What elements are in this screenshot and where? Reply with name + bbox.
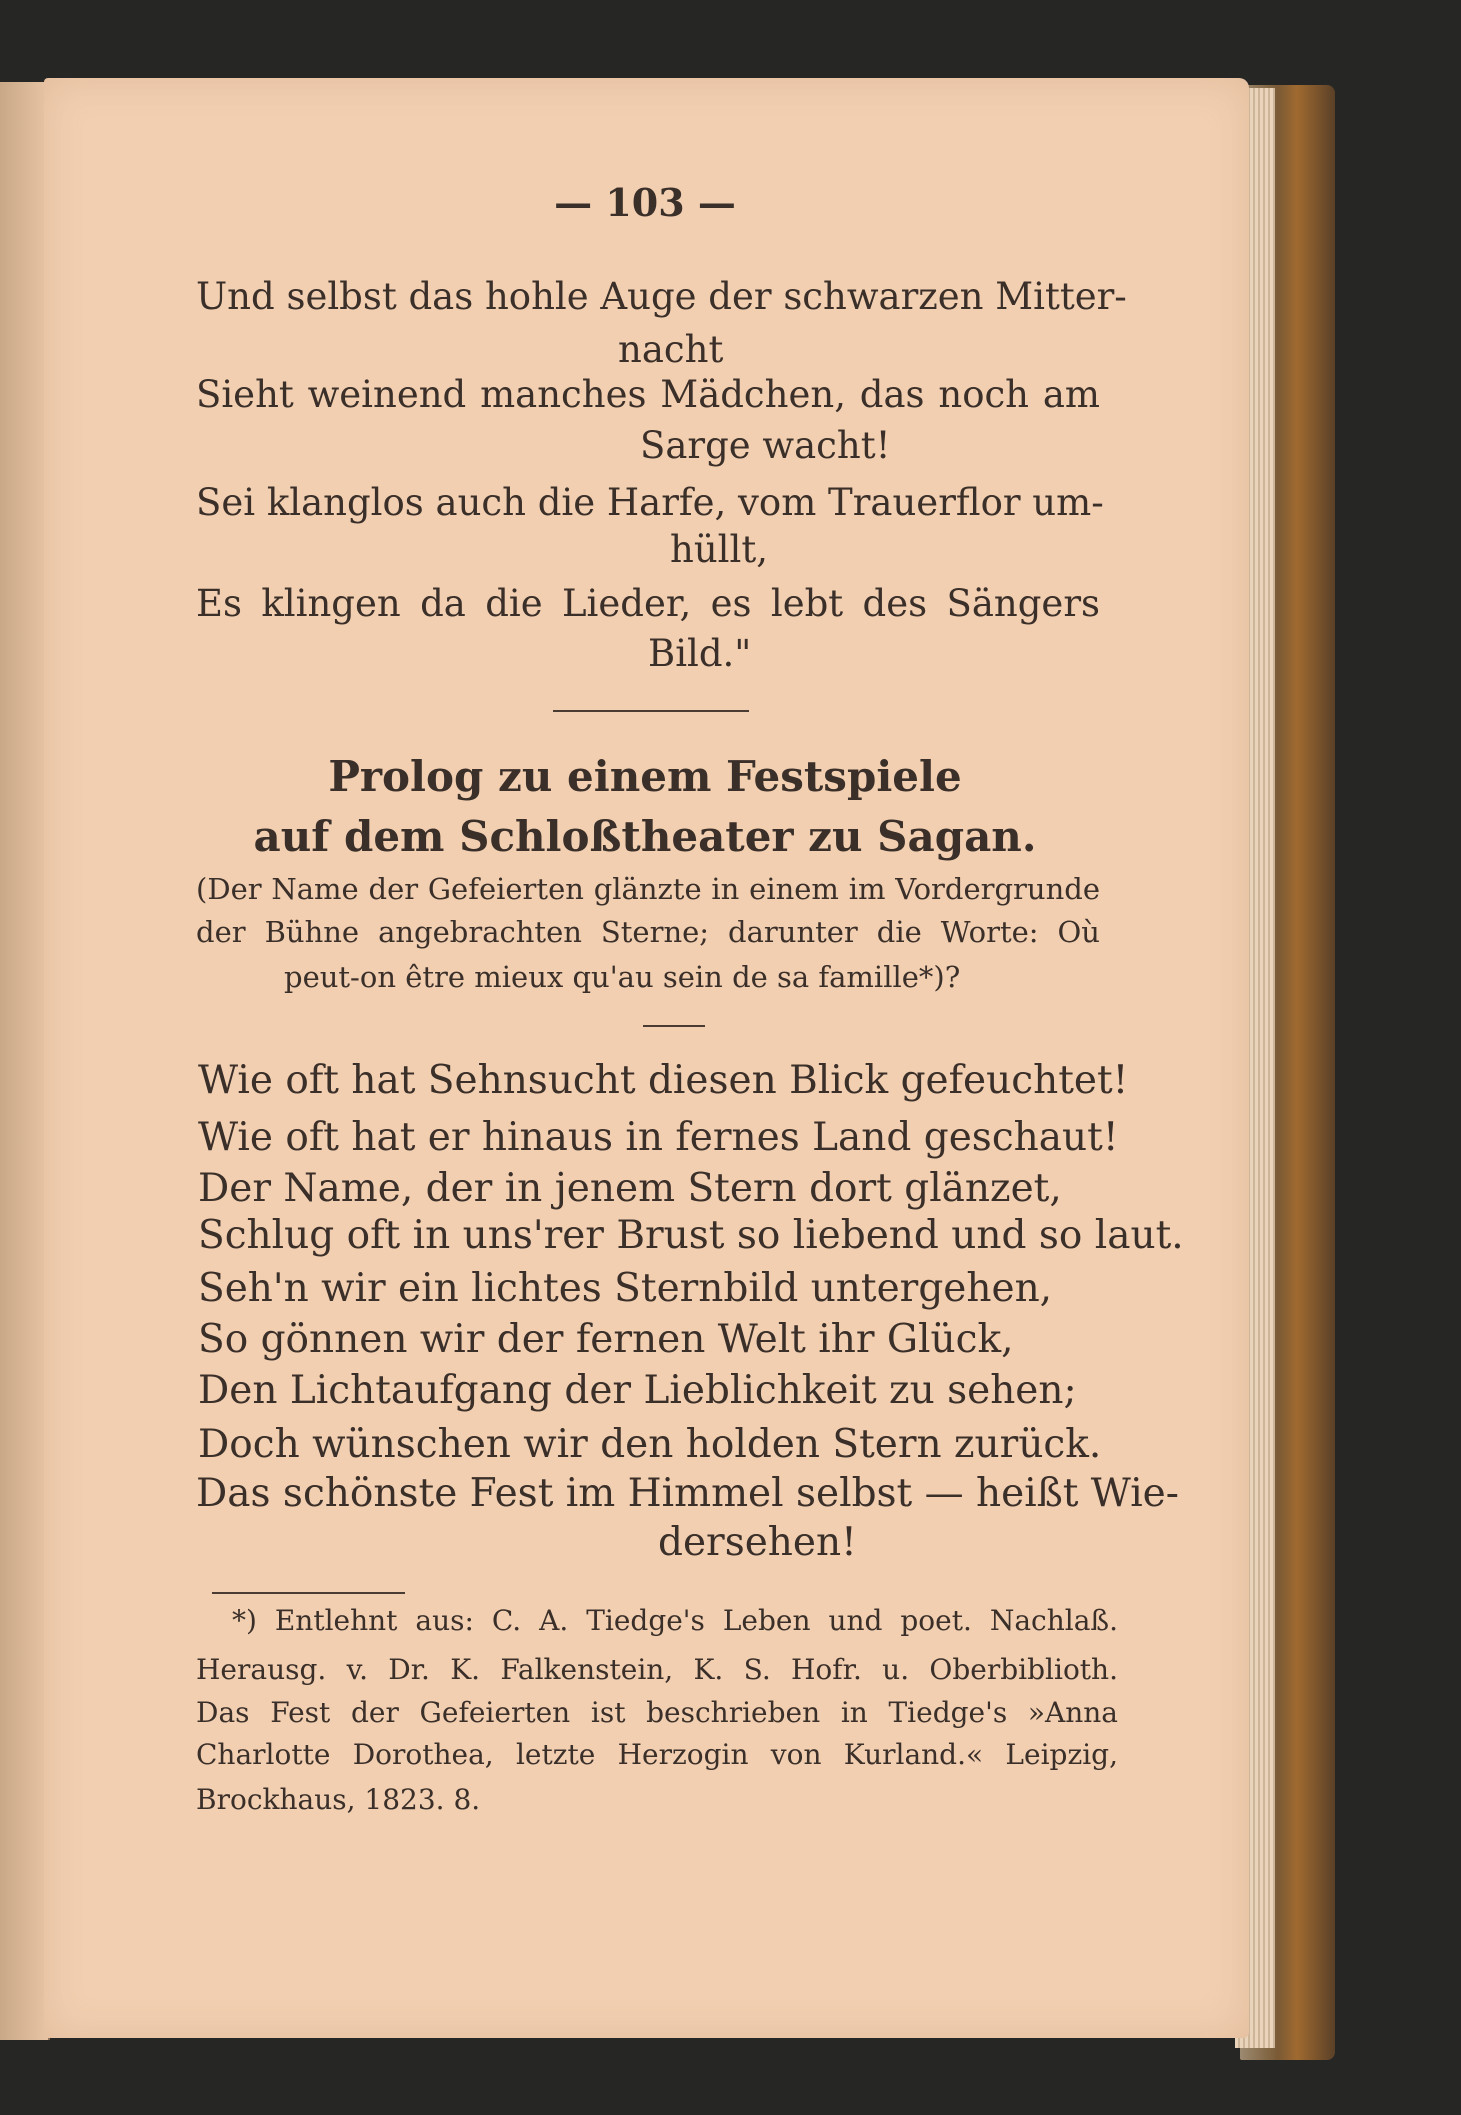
poem-line: Wie oft hat er hinaus in fernes Land geschaut! bbox=[198, 1115, 1119, 1160]
footnote-line: Das Fest der Gefeierten ist beschrieben in Tiedge's »Anna bbox=[196, 1696, 1118, 1729]
page-number: — 103 — bbox=[554, 180, 736, 225]
poem-line: Bild." bbox=[648, 632, 752, 675]
poem-line: Sieht weinend manches Mädchen, das noch am bbox=[196, 373, 1100, 416]
footnote-divider bbox=[212, 1592, 405, 1594]
poem-line: Und selbst das hohle Auge der schwarzen Mitter- bbox=[196, 275, 1127, 318]
poem-line: Schlug oft in uns'rer Brust so liebend und so laut. bbox=[198, 1213, 1184, 1258]
poem-line: Sarge wacht! bbox=[640, 424, 891, 467]
subtitle-line: (Der Name der Gefeierten glänzte in einem im Vordergrunde bbox=[196, 872, 1100, 906]
divider bbox=[643, 1025, 705, 1027]
divider bbox=[553, 710, 749, 712]
poem-line: nacht bbox=[618, 328, 724, 371]
subtitle-line: der Bühne angebrachten Sterne; darunter die Worte: Où bbox=[196, 915, 1100, 949]
poem-line: So gönnen wir der fernen Welt ihr Glück, bbox=[198, 1317, 1014, 1362]
poem-line: Es klingen da die Lieder, es lebt des Sängers bbox=[196, 582, 1100, 625]
poem-line: Das schönste Fest im Himmel selbst — heißt Wie- bbox=[196, 1471, 1179, 1516]
poem-line: hüllt, bbox=[670, 528, 768, 571]
subtitle-line: peut-on être mieux qu'au sein de sa famille*)? bbox=[284, 960, 961, 994]
left-page-edge bbox=[0, 82, 50, 2040]
poem-line: Den Lichtaufgang der Lieblichkeit zu sehen; bbox=[198, 1368, 1077, 1413]
footnote-line: Brockhaus, 1823. 8. bbox=[196, 1783, 481, 1816]
poem-line: Doch wünschen wir den holden Stern zurück. bbox=[198, 1422, 1102, 1467]
poem-line: Sei klanglos auch die Harfe, vom Trauerflor um- bbox=[196, 481, 1104, 524]
section-title: Prolog zu einem Festspiele bbox=[328, 752, 962, 801]
section-title: auf dem Schloßtheater zu Sagan. bbox=[253, 812, 1037, 861]
footnote-line: *) Entlehnt aus: C. A. Tiedge's Leben und poet. Nachlaß. bbox=[232, 1604, 1118, 1637]
poem-line: Seh'n wir ein lichtes Sternbild untergehen, bbox=[198, 1266, 1053, 1311]
poem-line: Wie oft hat Sehnsucht diesen Blick gefeuchtet! bbox=[198, 1058, 1129, 1103]
footnote-line: Charlotte Dorothea, letzte Herzogin von Kurland.« Leipzig, bbox=[196, 1738, 1118, 1771]
poem-line: dersehen! bbox=[658, 1520, 857, 1565]
poem-line: Der Name, der in jenem Stern dort glänzet, bbox=[198, 1166, 1062, 1211]
footnote-line: Herausg. v. Dr. K. Falkenstein, K. S. Hofr. u. Oberbiblioth. bbox=[196, 1653, 1118, 1686]
